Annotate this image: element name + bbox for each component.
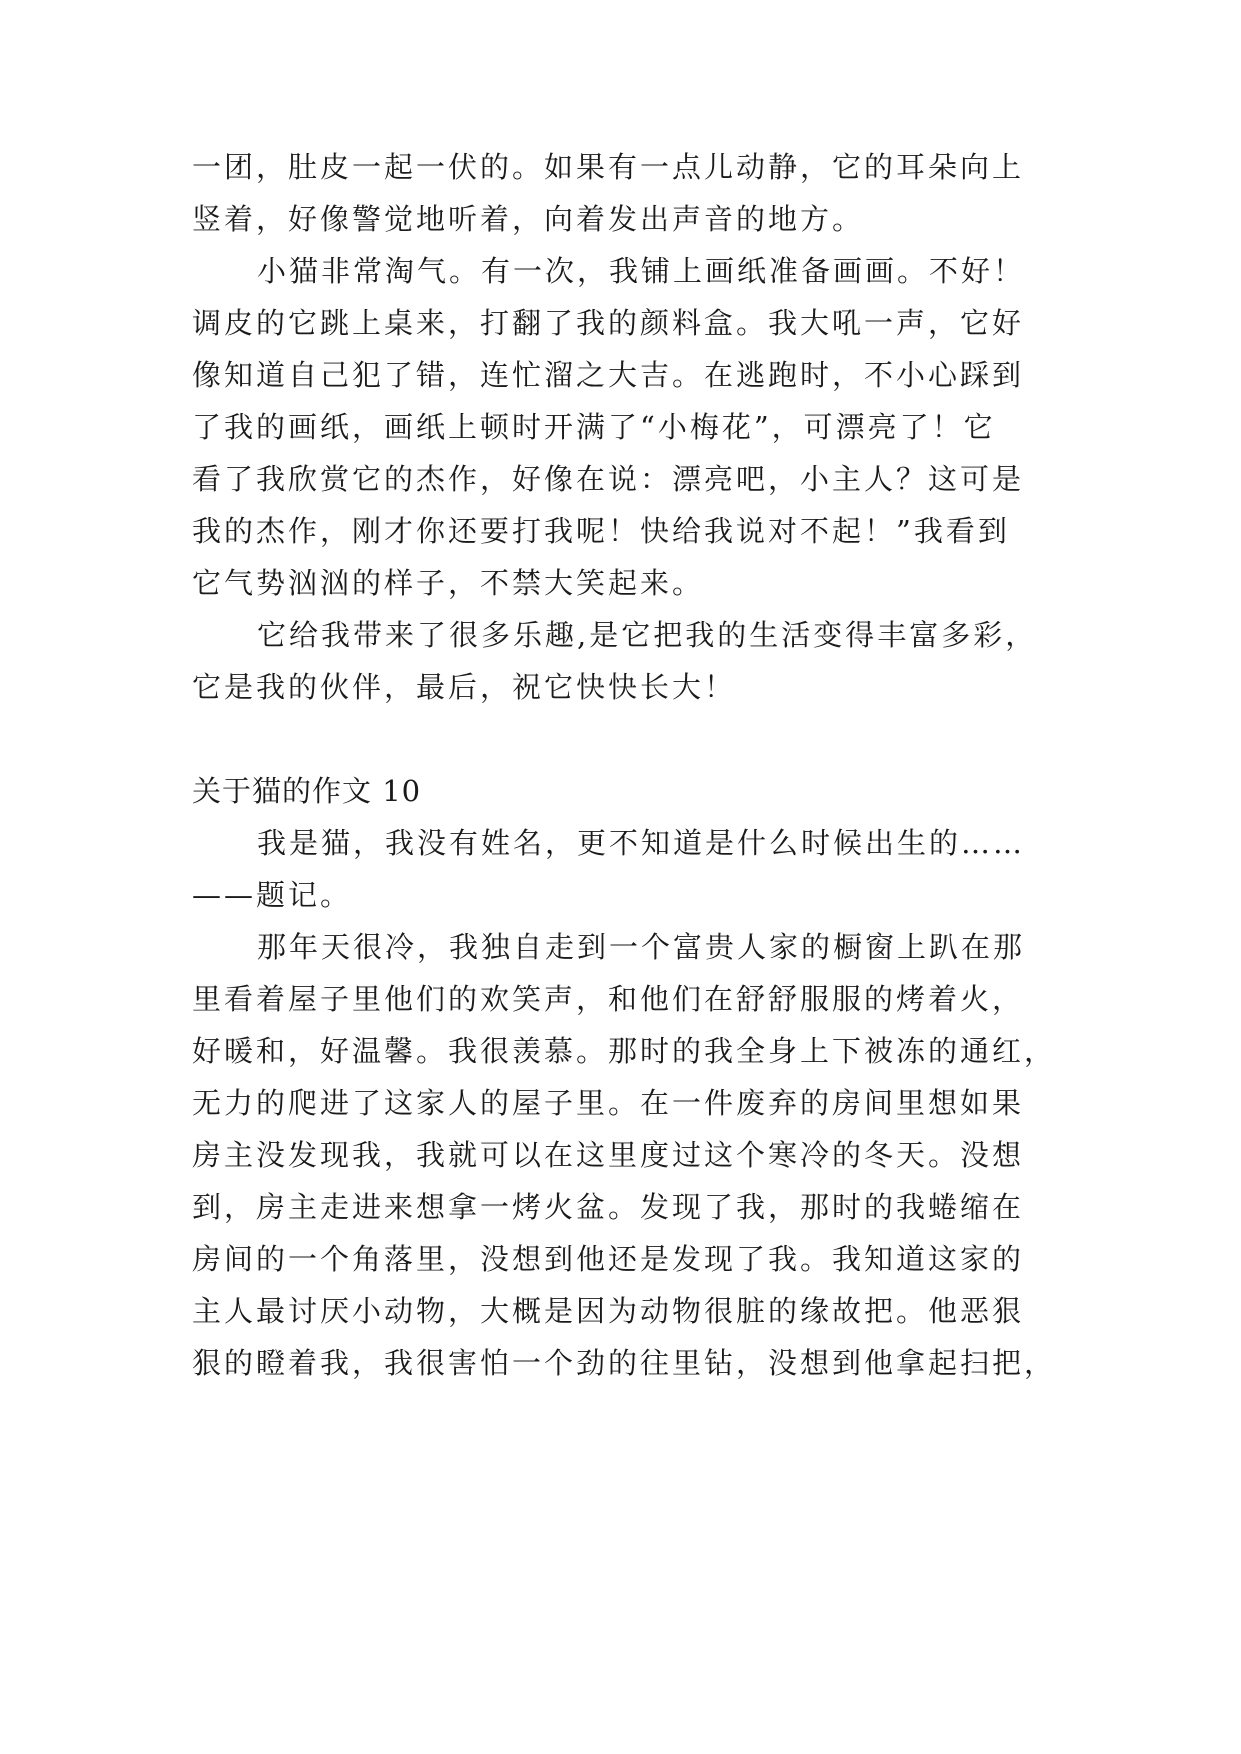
text-line: 它气势汹汹的样子，不禁大笑起来。 [192,566,705,600]
text-line: 房主没发现我，我就可以在这里度过这个寒冷的冬天。没想 [192,1138,1025,1172]
text-line: 像知道自己犯了错，连忙溜之大吉。在逃跑时，不小心踩到 [192,358,1025,392]
text-line: ——题记。 [192,878,353,912]
text-line: 一团，肚皮一起一伏的。如果有一点儿动静，它的耳朵向上 [192,150,1025,184]
text-line: 调皮的它跳上桌来，打翻了我的颜料盒。我大吼一声，它好 [192,306,1025,340]
text-line: 竖着，好像警觉地听着，向着发出声音的地方。 [192,202,865,236]
text-line: 房间的一个角落里，没想到他还是发现了我。我知道这家的 [192,1242,1025,1276]
paragraph-first-line: 我是猫，我没有姓名，更不知道是什么时候出生的…… [257,826,1026,860]
paragraph-first-line: 小猫非常淘气。有一次，我铺上画纸准备画画。不好！ [257,254,1026,288]
text-line: 了我的画纸，画纸上顿时开满了“小梅花”，可漂亮了！它 [192,410,996,444]
text-line: 好暖和，好温馨。我很羡慕。那时的我全身上下被冻的通红， [192,1034,1057,1068]
text-line: 看了我欣赏它的杰作，好像在说：漂亮吧，小主人？这可是 [192,462,1025,496]
text-line: 无力的爬进了这家人的屋子里。在一件废弃的房间里想如果 [192,1086,1025,1120]
text-line: 狠的瞪着我，我很害怕一个劲的往里钻，没想到他拿起扫把， [192,1346,1057,1380]
paragraph-first-line: 那年天很冷，我独自走到一个富贵人家的橱窗上趴在那 [257,930,1026,964]
text-line: 里看着屋子里他们的欢笑声，和他们在舒舒服服的烤着火， [192,982,1025,1016]
paragraph-first-line: 它给我带来了很多乐趣,是它把我的生活变得丰富多彩， [257,618,1038,652]
text-line: 主人最讨厌小动物，大概是因为动物很脏的缘故把。他恶狠 [192,1294,1025,1328]
section-title: 关于猫的作文 10 [192,774,422,808]
text-line: 到，房主走进来想拿一烤火盆。发现了我，那时的我蜷缩在 [192,1190,1025,1224]
text-line: 它是我的伙伴，最后，祝它快快长大！ [192,670,737,704]
text-line: 我的杰作，刚才你还要打我呢！快给我说对不起！”我看到 [192,514,1010,548]
